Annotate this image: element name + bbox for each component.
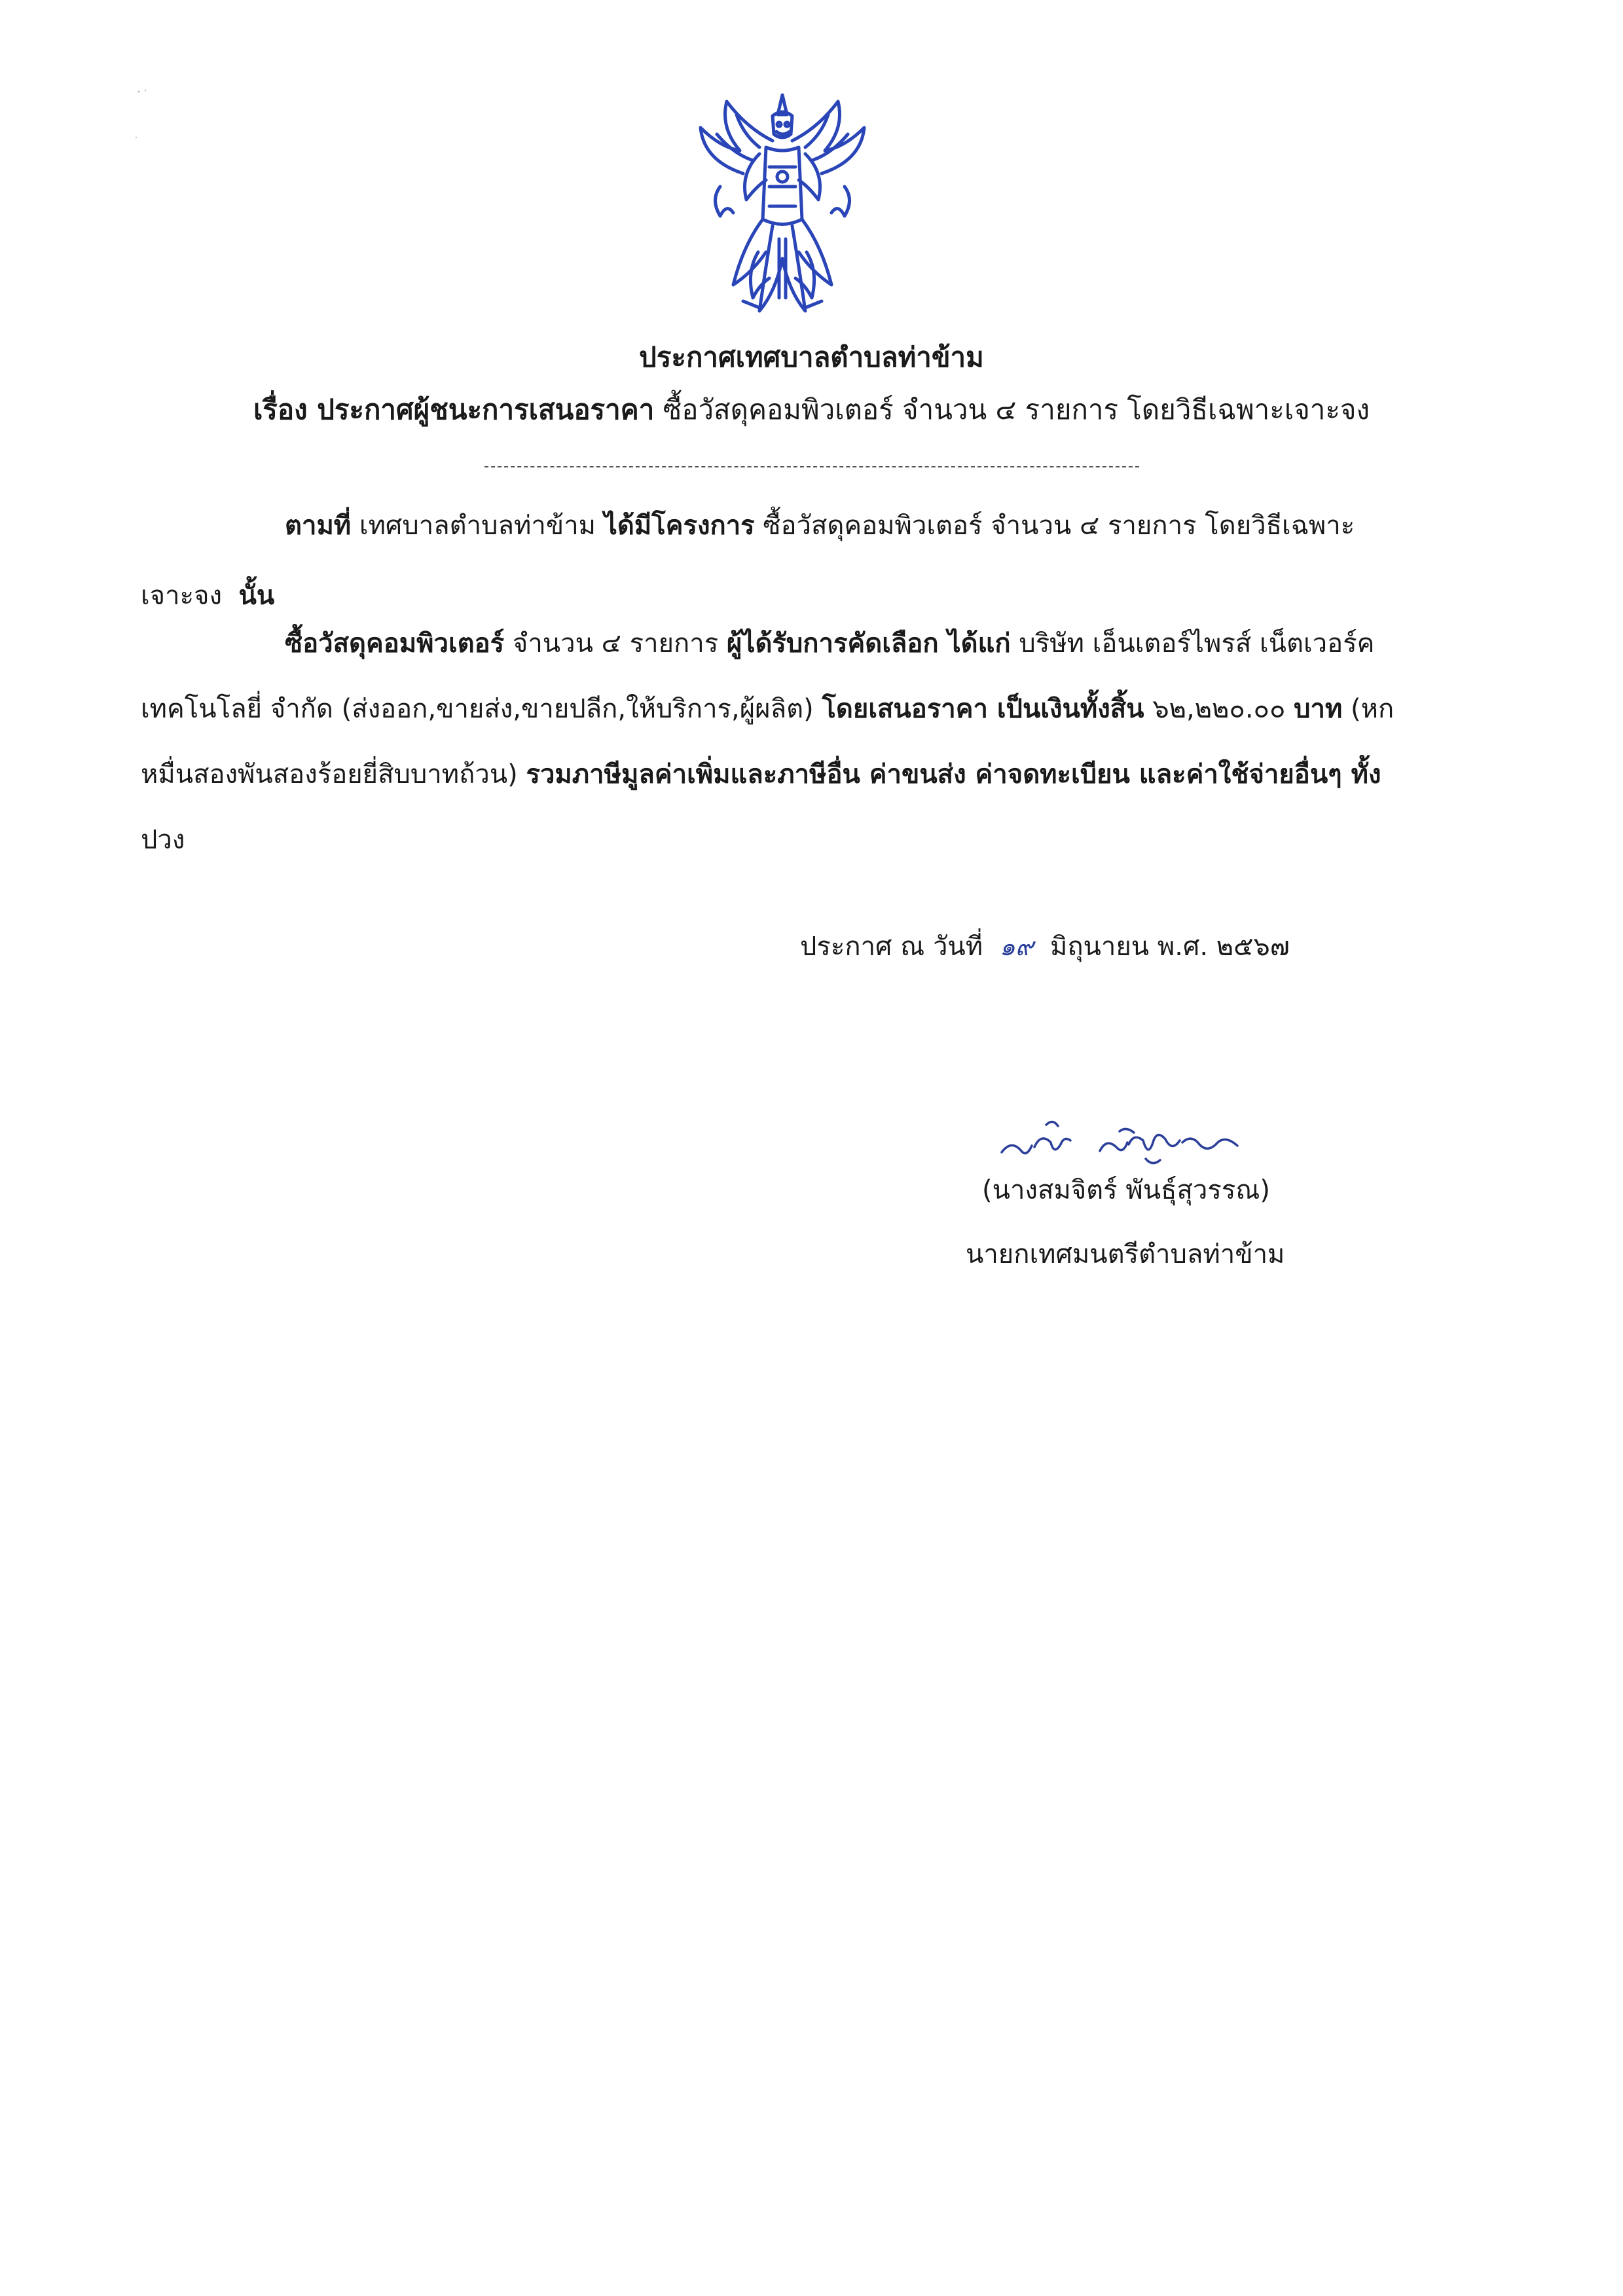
- p1-label-project: ได้มีโครงการ: [604, 511, 755, 541]
- p1-project-cont: เจาะจง: [141, 581, 223, 611]
- paragraph-2-line-2: [141, 696, 1394, 722]
- p1-label-tamthi: ตามที่: [285, 511, 352, 541]
- paragraph-1-line-2: [141, 583, 274, 609]
- subject-text: ซื้อวัสดุคอมพิวเตอร์ จำนวน ๔ รายการ โดยวิธีเฉพาะเจาะจง: [663, 393, 1370, 426]
- document-title: ประกาศเทศบาลตำบลท่าข้าม: [639, 341, 984, 373]
- p2-amount-words: หมื่นสองพันสองร้อยยี่สิบบาทถ้วน): [141, 759, 518, 790]
- paragraph-2-line-3: [141, 761, 1381, 788]
- date-prefix: ประกาศ ณ วันที่: [800, 932, 983, 962]
- paragraph-2-line-4: [141, 827, 185, 853]
- signatory-position: นายกเทศมนตรีตำบลท่าข้าม: [966, 1239, 1285, 1269]
- p2-company: บริษัท เอ็นเตอร์ไพรส์ เน็ตเวอร์ค: [1019, 629, 1375, 659]
- p2-inclusions-end: ปวง: [141, 825, 185, 855]
- document-subject: [0, 388, 1623, 431]
- p2-item: ซื้อวัสดุคอมพิวเตอร์: [285, 629, 505, 659]
- signatory-name: (นางสมจิตร์ พันธุ์สุวรรณ): [982, 1175, 1271, 1205]
- subject-label: เรื่อง ประกาศผู้ชนะการเสนอราคา: [253, 393, 655, 426]
- paragraph-2-line-1: [285, 630, 1374, 657]
- signature: [989, 1106, 1264, 1178]
- p2-inclusions: รวมภาษีมูลค่าเพิ่มและภาษีอื่น ค่าขนส่ง ค่าจดทะเบียน และค่าใช้จ่ายอื่นๆ ทั้ง: [526, 759, 1381, 790]
- date-month-year: มิถุนายน พ.ศ. ๒๕๖๗: [1049, 932, 1290, 962]
- paragraph-1-line-1: [285, 513, 1355, 539]
- p2-company-cont: เทคโนโลยี่ จำกัด (ส่งออก,ขายส่ง,ขายปลีก,ให้บริการ,ผู้ผลิต): [141, 694, 814, 724]
- scan-specks: [131, 85, 170, 151]
- announcement-date: [800, 925, 1290, 967]
- p2-price: ๖๒,๒๒๐.๐๐: [1152, 694, 1286, 724]
- garuda-emblem: [681, 88, 884, 324]
- p2-baht: บาท: [1294, 694, 1343, 724]
- header-divider: [484, 466, 1139, 467]
- p2-price-label: โดยเสนอราคา เป็นเงินทั้งสิ้น: [822, 694, 1144, 724]
- p2-amount-words-start: (หก: [1351, 694, 1395, 724]
- p1-nan: นั้น: [238, 581, 275, 611]
- p2-winner-label: ผู้ได้รับการคัดเลือก ได้แก่: [726, 629, 1011, 659]
- p2-qty: จำนวน ๔ รายการ: [512, 629, 719, 659]
- p1-org: เทศบาลตำบลท่าข้าม: [359, 511, 596, 541]
- date-day: ๑๙: [999, 932, 1034, 961]
- p1-project: ซื้อวัสดุคอมพิวเตอร์ จำนวน ๔ รายการ โดยวิธีเฉพาะ: [763, 511, 1355, 541]
